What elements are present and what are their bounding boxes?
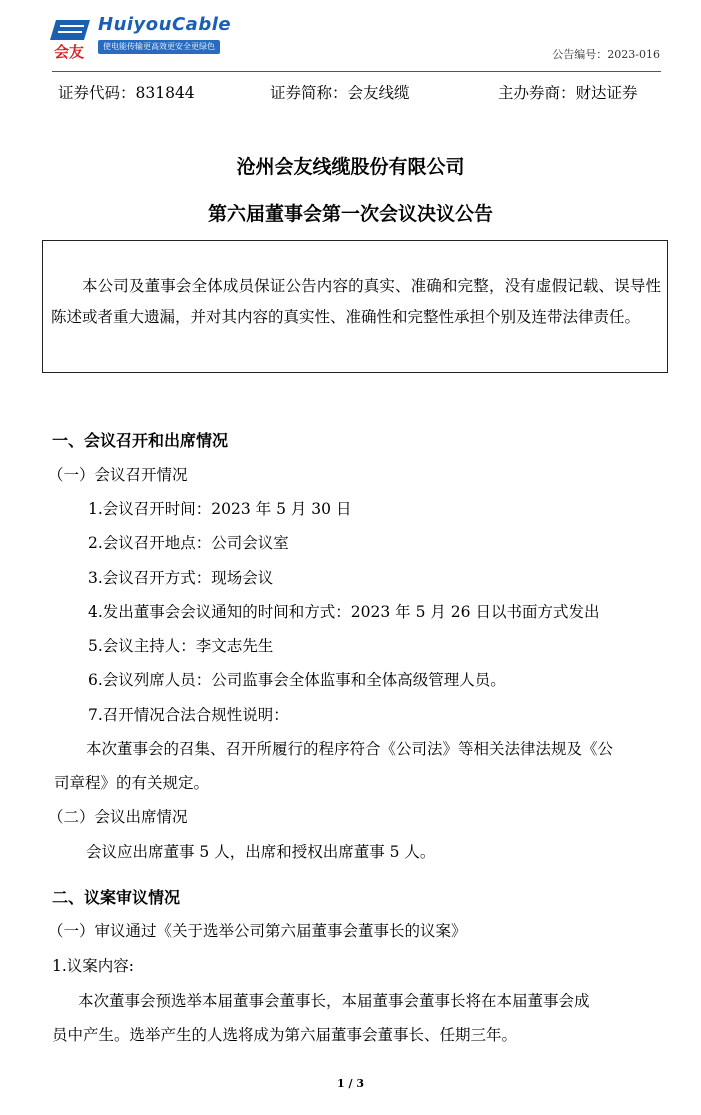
meeting-time-item: 1.会议召开时间：2023 年 5 月 30 日 <box>88 500 352 518</box>
logo-emblem-icon <box>50 16 94 60</box>
security-abbreviation: 证券简称：会友线缆 <box>270 84 410 102</box>
company-logo <box>50 14 232 62</box>
disclaimer-box <box>42 240 668 373</box>
proposal-content-label: 1.议案内容: <box>52 957 135 975</box>
section1-heading: 一、会议召开和出席情况 <box>52 431 229 450</box>
attendees-item: 6.会议列席人员：公司监事会全体监事和全体高级管理人员。 <box>88 671 506 689</box>
section1-sub1: （一）会议召开情况 <box>48 466 188 484</box>
disclaimer-text: 本公司及董事会全体成员保证公告内容的真实、准确和完整，没有虚假记载、误导性陈述或者重大遗漏，并对其内容的真实性、准确性和完整性承担个别及连带法律责任。 <box>51 277 661 326</box>
compliance-text-line2: 司章程》的有关规定。 <box>54 774 210 792</box>
proposal-content-line2: 员中产生。选举产生的人选将成为第六届董事会董事长、任期三年。 <box>52 1026 518 1044</box>
compliance-text-line1: 本次董事会的召集、召开所履行的程序符合《公司法》等相关法律法规及《公 <box>86 740 614 758</box>
company-title: 沧州会友线缆股份有限公司 <box>236 156 465 178</box>
logo-brand-name: HuiyouCable <box>98 14 232 35</box>
proposal-content-line1: 本次董事会预选举本届董事会董事长，本届董事会董事长将在本届董事会成 <box>78 992 590 1010</box>
section2-heading: 二、议案审议情况 <box>52 888 181 907</box>
header-divider <box>52 71 661 72</box>
logo-tagline: 使电能传输更高效更安全更绿色 <box>98 40 220 54</box>
page-number: 1 / 3 <box>337 1077 364 1090</box>
security-code: 证券代码：831844 <box>58 84 195 102</box>
announcement-number: 公告编号：2023-016 <box>552 48 660 61</box>
meeting-method-item: 3.会议召开方式：现场会议 <box>88 569 274 587</box>
notice-time-item: 4.发出董事会会议通知的时间和方式：2023 年 5 月 26 日以书面方式发出 <box>88 603 600 621</box>
meeting-chair-item: 5.会议主持人：李文志先生 <box>88 637 274 655</box>
logo-cn-text: 会友 <box>54 43 85 60</box>
section2-sub1: （一）审议通过《关于选举公司第六届董事会董事长的议案》 <box>48 922 467 940</box>
attendance-text: 会议应出席董事 5 人，出席和授权出席董事 5 人。 <box>86 843 436 861</box>
sponsor-broker: 主办券商：财达证券 <box>498 84 638 102</box>
section1-sub2: （二）会议出席情况 <box>48 808 188 826</box>
compliance-item: 7.召开情况合法合规性说明： <box>88 706 289 724</box>
meeting-place-item: 2.会议召开地点：公司会议室 <box>88 534 289 552</box>
security-info-line <box>58 78 658 104</box>
document-title: 第六届董事会第一次会议决议公告 <box>207 203 493 225</box>
